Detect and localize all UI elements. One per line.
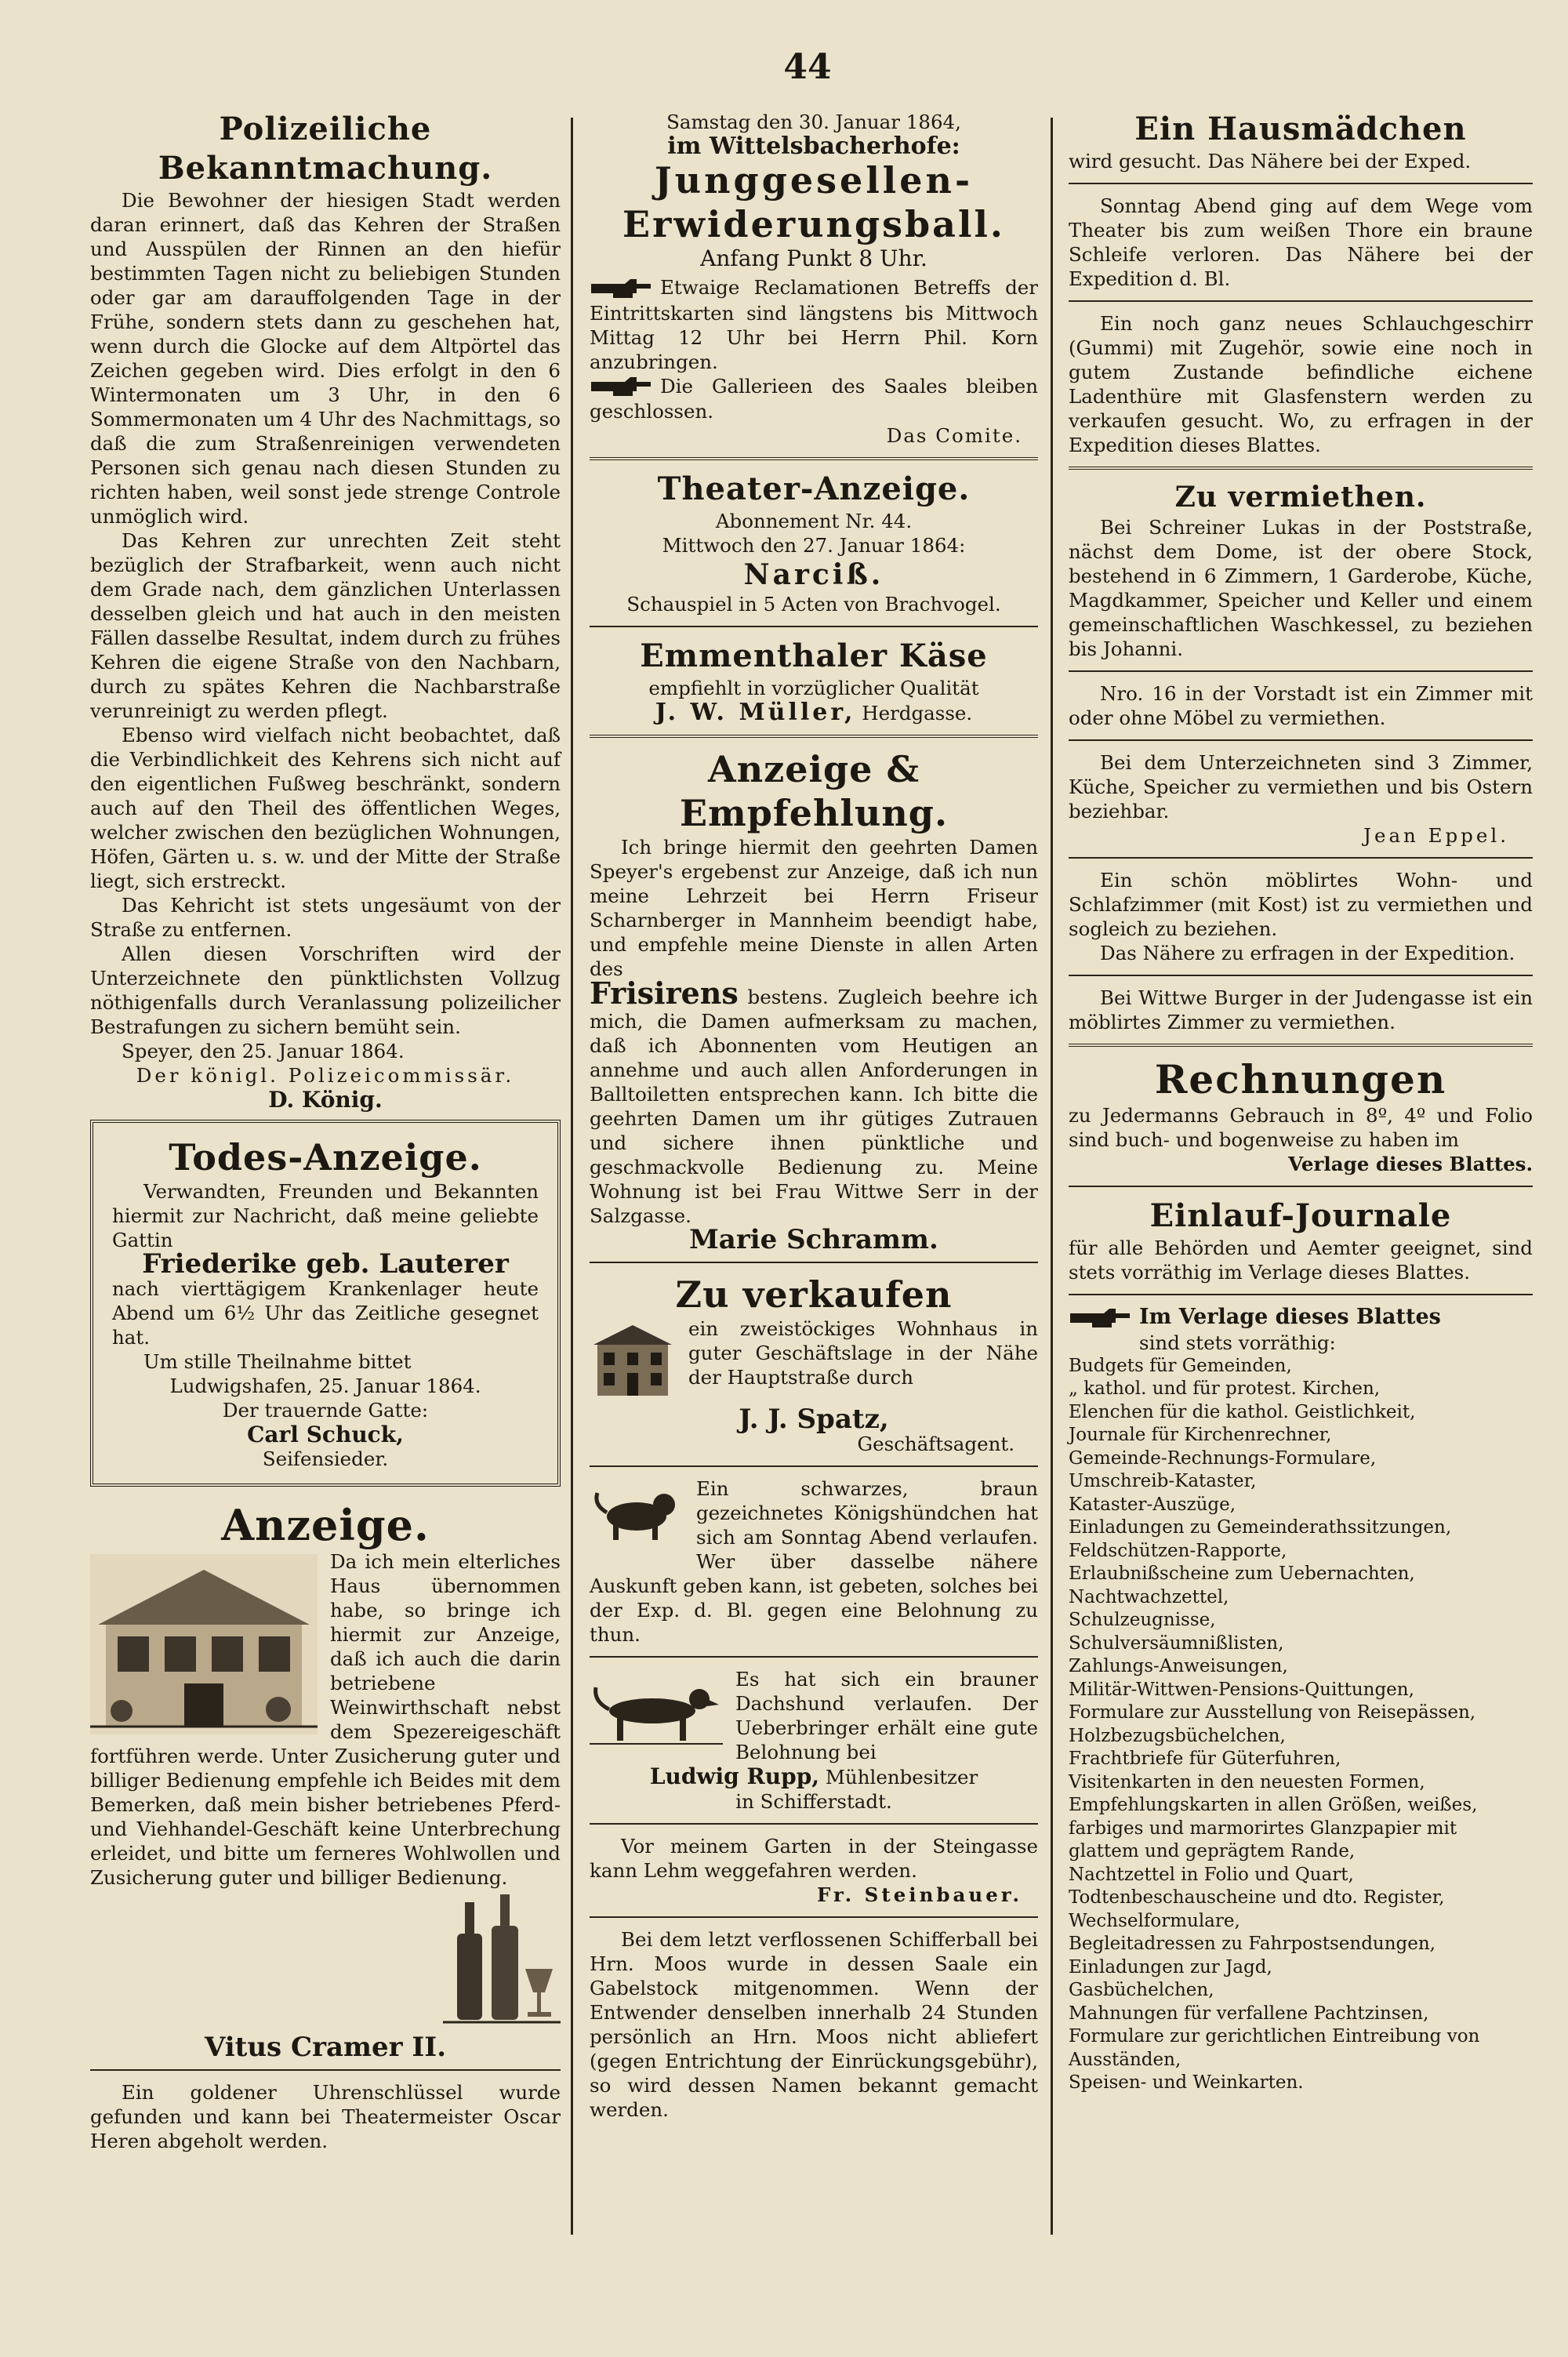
separator xyxy=(90,2069,561,2071)
forms-list-item: Zahlungs-Anweisungen, xyxy=(1069,1656,1288,1676)
forms-list-item: „ kathol. und für protest. Kirchen, xyxy=(1069,1378,1381,1399)
rent-signer: Jean Eppel. xyxy=(1363,824,1509,847)
forms-list-item: Gasbüchelchen, xyxy=(1069,1980,1214,2000)
police-paragraph-3: Ebenso wird vielfach nicht beobachtet, daß die Verbindlichkeit des Kehrens sich nicht auf den eigentlichen Fußweg beschränkt, sondern auch auf den Theil des öffentlichen Weges, welcher zwischen den bezüglichen Wohnungen, Höfen, Gärten u. s. w. und der Mitte der Straße liegt, sich erstreckt. xyxy=(90,724,561,892)
hairdresser-text-1: Ich bringe hiermit den geehrten Damen Speyer's ergebenst zur Anzeige, daß ich nun meine Lehrzeit bei Herrn Friseur Scharnberger in Mannheim beendigt habe, und empfehle meine Dienste in allen Arten des xyxy=(590,836,1038,980)
separator xyxy=(590,457,1038,460)
rent-title: Zu vermiethen. xyxy=(1174,481,1427,514)
hairdresser-notice xyxy=(590,747,1038,1255)
police-paragraph-4: Das Kehricht ist stets ungesäumt von der Straße zu entfernen. xyxy=(90,894,561,941)
police-signer: D. König. xyxy=(268,1087,383,1113)
pointing-hand-icon xyxy=(590,278,652,301)
forms-list-notice xyxy=(1069,1305,1533,2095)
separator xyxy=(1069,739,1533,741)
forms-list-subtitle: sind stets vorräthig: xyxy=(1139,1331,1336,1354)
tavern-engraving xyxy=(90,1554,318,1738)
death-notice-signoff: Der trauernde Gatte: xyxy=(222,1399,429,1422)
journals-title: Einlauf-Journale xyxy=(1149,1197,1452,1234)
forms-list-item: Militär-Wittwen-Pensions-Quittungen, xyxy=(1069,1679,1414,1700)
police-office: Der königl. Polizeicommissär. xyxy=(136,1064,515,1087)
maid-title: Ein Hausmädchen xyxy=(1134,111,1467,147)
house-engraving xyxy=(590,1321,676,1403)
rent-text-4b: Das Nähere zu erfragen in der Expedition. xyxy=(1100,942,1515,964)
house-sale-role: Geschäftsagent. xyxy=(857,1433,1014,1455)
separator xyxy=(590,1916,1038,1918)
column-rule-2 xyxy=(1051,118,1053,2235)
journals-notice xyxy=(1069,1197,1533,1284)
ball-note-1: Etwaige Reclamationen Betreffs der Eintrittskarten sind längstens bis Mittwoch Mittag 12 Uhr bei Herrn Phil. Korn anzubringen. xyxy=(590,276,1038,373)
wine-shop-title: Anzeige. xyxy=(221,1500,430,1550)
maid-text: wird gesucht. Das Nähere bei der Exped. xyxy=(1069,150,1472,173)
lost-puppy-notice xyxy=(590,1476,1038,1647)
forms-list-title: Im Verlage dieses Blattes xyxy=(1139,1305,1441,1329)
wine-shop-signer: Vitus Cramer II. xyxy=(204,2032,447,2063)
house-sale-text: ein zweistöckiges Wohnhaus in guter Geschäftslage in der Nähe der Hauptstraße durch xyxy=(688,1317,1038,1389)
invoices-notice xyxy=(1069,1056,1533,1176)
harness-notice: Ein noch ganz neues Schlauchgeschirr (Gummi) mit Zugehör, sowie eine noch in gutem Zustande befindliche eichene Ladenthüre mit Glasfenstern werden zu verkaufen gesucht. Wo, zu erfragen in der Expedition dieses Blattes. xyxy=(1069,312,1533,456)
forms-list-item: Umschreib-Kataster, xyxy=(1069,1471,1257,1491)
forms-list-item: Holzbezugsbüchelchen, xyxy=(1069,1725,1286,1746)
fork-notice: Bei dem letzt verflossenen Schifferball bei Hrn. Moos wurde in dessen Saale ein Gabelstock mitgenommen. Wenn der Entwender denselben innerhalb 24 Stunden persönlich an Hrn. Moos nicht abliefert (gegen Entrichtung der Einrückungsgebühr), so wird dessen Namen bekannt gemacht werden. xyxy=(590,1928,1038,2121)
forms-list-item: Nachtzettel in Folio und Quart, xyxy=(1069,1864,1354,1885)
bottles-engraving xyxy=(443,1894,561,2031)
forms-list-item: Nachtwachzettel, xyxy=(1069,1586,1229,1607)
lost-dachshund-notice xyxy=(590,1667,1038,1814)
forms-list-item: Empfehlungskarten in allen Größen, weißes, farbiges und marmorirtes Glanzpapier mit glattem und geprägtem Rande, xyxy=(1069,1795,1478,1861)
house-sale-title: Zu verkaufen xyxy=(675,1273,953,1316)
puppy-engraving xyxy=(590,1481,684,1547)
cheese-title: Emmenthaler Käse xyxy=(640,637,988,674)
maid-notice xyxy=(1069,110,1533,173)
forms-list-item: Elenchen für die kathol. Geistlichkeit, xyxy=(1069,1401,1416,1422)
hairdresser-text-2: bestens. Zugleich beehre ich mich, die Damen aufmerksam zu machen, daß ich Abonnenten vom Heutigen an annehme und auch allen Anforderungen in Balltoiletten entsprechen kann. Ich bitte die geehrten Damen um ihr gütiges Zutrauen und sichere ihnen pünktliche und geschmackvolle Bedienung zu. Meine Wohnung ist bei Frau Wittwe Serr in der Salzgasse. xyxy=(590,986,1038,1227)
column-rule-1 xyxy=(571,118,573,2235)
forms-list-item: Formulare zur Ausstellung von Reisepässen, xyxy=(1069,1702,1476,1723)
lost-dachshund-text: Es hat sich ein brauner Dachshund verlaufen. Der Ueberbringer erhält eine gute Belohnung bei xyxy=(735,1668,1038,1763)
forms-list-item: Budgets für Gemeinden, xyxy=(1069,1355,1292,1376)
death-notice-title: Todes-Anzeige. xyxy=(169,1136,482,1178)
theater-line-1: Abonnement Nr. 44. xyxy=(715,510,913,532)
dachshund-place: in Schifferstadt. xyxy=(735,1790,892,1813)
forms-list-item: Einladungen zu Gemeinderathssitzungen, xyxy=(1069,1517,1452,1538)
house-sale-agent: J. J. Spatz, xyxy=(739,1404,889,1435)
forms-list-item: Frachtbriefe für Güterfuhren, xyxy=(1069,1749,1341,1769)
ball-sign: Das Comite. xyxy=(886,424,1022,447)
dachshund-owner-role: Mühlenbesitzer xyxy=(825,1766,978,1789)
cheese-seller: J. W. Müller, xyxy=(655,699,856,726)
house-sale-notice xyxy=(590,1273,1038,1456)
wine-shop-notice xyxy=(90,1500,561,2063)
ball-notice xyxy=(590,110,1038,448)
deceased-name: Friederike geb. Lauterer xyxy=(142,1248,509,1280)
death-notice-text-3: Um stille Theilnahme bittet xyxy=(143,1350,412,1373)
wine-shop-text: Da ich mein elterliches Haus übernommen habe, so bringe ich hiermit zur Anzeige, daß ich auch die darin betriebene Weinwirthschaft nebst dem Spezereigeschäft fortführen werde. Unter Zusicherung guter und billiger Bedienung empfehle ich Beides mit dem Bemerken, daß mein bisher betriebenes Pferd- und Viehhandel-Geschäft keine Unterbrechung erleidet, und bitte um ferneres Wohlwollen und Zusicherung guter und billiger Bedienung. xyxy=(90,1550,561,1889)
invoices-title: Rechnungen xyxy=(1154,1056,1447,1102)
column-2 xyxy=(590,110,1038,2122)
forms-list-item: Formulare zur gerichtlichen Eintreibung von Ausständen, xyxy=(1069,2026,1480,2070)
invoices-text: zu Jedermanns Gebrauch in 8º, 4º und Folio sind buch- und bogenweise zu haben im xyxy=(1069,1104,1533,1151)
theater-play: Narciß. xyxy=(743,558,884,591)
forms-list-item: Kataster-Auszüge, xyxy=(1069,1494,1236,1515)
death-notice-trade: Seifensieder. xyxy=(262,1447,389,1470)
separator xyxy=(1069,1294,1533,1295)
death-notice-date: Ludwigshafen, 25. Januar 1864. xyxy=(169,1375,481,1397)
police-paragraph-5: Allen diesen Vorschriften wird der Unterzeichnete den pünktlichsten Vollzug nöthigenfalls durch Veranlassung polizeilicher Bestrafungen zu sichern bemüht sein. xyxy=(90,942,561,1038)
separator xyxy=(590,1262,1038,1263)
ball-date: Samstag den 30. Januar 1864, xyxy=(666,111,961,133)
column-1 xyxy=(90,110,561,2153)
forms-list-item: Visitenkarten in den neuesten Formen, xyxy=(1069,1771,1425,1792)
death-notice xyxy=(90,1120,561,1487)
separator xyxy=(590,626,1038,627)
hairdresser-big-word: Frisirens xyxy=(590,975,739,1011)
separator xyxy=(590,1465,1038,1467)
dachshund-engraving xyxy=(590,1672,723,1753)
cheese-text: empfiehlt in vorzüglicher Qualität xyxy=(648,677,979,699)
journals-text: für alle Behörden und Aemter geeignet, sind stets vorräthig im Verlage dieses Blattes. xyxy=(1069,1237,1533,1284)
column-3 xyxy=(1069,110,1533,2095)
separator xyxy=(1069,670,1533,672)
pointing-hand-icon xyxy=(590,376,652,399)
cheese-notice xyxy=(590,637,1038,725)
ball-place: im Wittelsbacherhofe: xyxy=(667,133,960,160)
police-paragraph-1: Die Bewohner der hiesigen Stadt werden daran erinnert, daß das Kehren der Straßen und Ausspülen der Rinnen an den hiefür bestimmten Tagen nicht zu beliebigen Stunden oder gar am darauffolgenden Tage in der Frühe, sondern stets dann zu geschehen hat, wenn durch die Glocke auf dem Altpörtel das Zeichen gegeben wird. Dies erfolgt in den 6 Wintermonaten um 3 Uhr, in den 6 Sommermonaten um 4 Uhr des Nachmittags, so daß die zum Straßenreinigen verwendeten Personen sich genau nach diesen Stunden zu richten haben, weil sonst jede strenge Controle unmöglich wird. xyxy=(90,189,561,528)
police-notice xyxy=(90,110,561,1112)
page-number: 44 xyxy=(783,47,832,87)
lost-key-notice: Ein goldener Uhrenschlüssel wurde gefunden und kann bei Theatermeister Oscar Heren abgeholt werden. xyxy=(90,2081,561,2152)
forms-list-item: Feldschützen-Rapporte, xyxy=(1069,1540,1287,1561)
theater-line-2: Mittwoch den 27. Januar 1864: xyxy=(662,534,966,557)
theater-notice xyxy=(590,470,1038,616)
hairdresser-signer: Marie Schramm. xyxy=(689,1224,938,1255)
separator xyxy=(590,1823,1038,1825)
theater-line-3: Schauspiel in 5 Acten von Brachvogel. xyxy=(626,593,1001,616)
rent-text-1: Bei Schreiner Lukas in der Poststraße, nächst dem Dome, ist der obere Stock, bestehend in 6 Zimmern, 1 Garderobe, Küche, Magdkammer, Speicher und Keller und einem gemeinschaftlichen Waschkessel, zu beziehen bis Johanni. xyxy=(1069,516,1533,660)
death-notice-text: Verwandten, Freunden und Bekannten hiermit zur Nachricht, daß meine geliebte Gattin xyxy=(112,1180,539,1251)
forms-list-item: Todtenbeschauscheine und dto. Register, xyxy=(1069,1887,1445,1908)
rent-notices xyxy=(1069,479,1533,1034)
separator xyxy=(1069,1186,1533,1187)
clay-text: Vor meinem Garten in der Steingasse kann Lehm weggefahren werden. xyxy=(590,1835,1038,1882)
theater-title: Theater-Anzeige. xyxy=(657,470,971,507)
separator xyxy=(590,735,1038,738)
forms-list xyxy=(1069,1355,1533,2095)
rent-text-4: Ein schön möblirtes Wohn- und Schlafzimmer (mit Kost) ist zu vermiethen und sogleich zu beziehen. xyxy=(1069,869,1533,940)
separator xyxy=(590,1656,1038,1658)
separator xyxy=(1069,467,1533,470)
ball-note-2: Die Gallerieen des Saales bleiben geschlossen. xyxy=(590,374,1038,423)
clay-signer: Fr. Steinbauer. xyxy=(817,1883,1022,1906)
ball-start: Anfang Punkt 8 Uhr. xyxy=(700,245,927,271)
cheese-street: Herdgasse. xyxy=(862,702,973,725)
police-notice-title: Polizeiliche Bekanntmachung. xyxy=(158,111,493,187)
forms-list-item: Speisen- und Weinkarten. xyxy=(1069,2072,1304,2093)
forms-list-item: Begleitadressen zu Fahrpostsendungen, xyxy=(1069,1934,1436,1954)
forms-list-item: Einladungen zur Jagd, xyxy=(1069,1956,1272,1977)
separator xyxy=(1069,857,1533,859)
separator xyxy=(1069,183,1533,184)
pointing-hand-icon xyxy=(1069,1307,1131,1331)
invoices-publisher: Verlage dieses Blattes. xyxy=(1288,1153,1533,1175)
rent-text-2: Nro. 16 in der Vorstadt ist ein Zimmer mit oder ohne Möbel zu vermiethen. xyxy=(1069,682,1533,729)
forms-list-item: Gemeinde-Rechnungs-Formulare, xyxy=(1069,1447,1377,1469)
death-notice-text-2: nach vierttägigem Krankenlager heute Abend um 6½ Uhr das Zeitliche gesegnet hat. xyxy=(112,1277,539,1349)
forms-list-item: Wechselformulare, xyxy=(1069,1910,1240,1931)
separator xyxy=(1069,300,1533,302)
police-paragraph-2: Das Kehren zur unrechten Zeit steht bezüglich der Strafbarkeit, wenn auch nicht dem Grade nach, dem gänzlichen Unterlassen desselben gleich und hat auch in den meisten Fällen dasselbe Resultat, indem durch zu frühes Kehren die eigene Straße von den Nachbarn, durch zu spätes Kehren die Nachbarstraße verunreinigt zu werden pflegt. xyxy=(90,529,561,722)
ball-title-2: Erwiderungsball. xyxy=(622,203,1005,245)
separator xyxy=(1069,1044,1533,1047)
rent-text-3: Bei dem Unterzeichneten sind 3 Zimmer, Küche, Speicher zu vermiethen und bis Ostern beziehbar. xyxy=(1069,751,1533,823)
lost-puppy-text: Ein schwarzes, braun gezeichnetes Königshündchen hat sich am Sonntag Abend verlaufen. Wer über dasselbe nähere Auskunft geben kann, ist gebeten, solches bei der Exp. d. Bl. gegen eine Belohnung zu thun. xyxy=(590,1477,1038,1646)
hairdresser-title: Anzeige & Empfehlung. xyxy=(680,748,948,834)
lost-bow-notice: Sonntag Abend ging auf dem Wege vom Theater bis zum weißen Thore ein braune Schleife verloren. Das Nähere bei der Expedition d. Bl. xyxy=(1069,194,1533,290)
forms-list-item: Schulversäumnißlisten, xyxy=(1069,1632,1284,1654)
rent-text-5: Bei Wittwe Burger in der Judengasse ist ein möblirtes Zimmer zu vermiethen. xyxy=(1069,986,1533,1033)
dachshund-owner: Ludwig Rupp, xyxy=(649,1763,820,1789)
forms-list-item: Schulzeugnisse, xyxy=(1069,1610,1216,1630)
clay-notice xyxy=(590,1834,1038,1907)
separator xyxy=(1069,975,1533,976)
forms-list-item: Mahnungen für verfallene Pachtzinsen, xyxy=(1069,2003,1429,2024)
death-notice-signer: Carl Schuck, xyxy=(247,1422,404,1447)
police-date: Speyer, den 25. Januar 1864. xyxy=(122,1040,405,1062)
forms-list-item: Journale für Kirchenrechner, xyxy=(1069,1425,1332,1445)
forms-list-item: Erlaubnißscheine zum Uebernachten, xyxy=(1069,1563,1415,1584)
ball-title-1: Junggesellen- xyxy=(654,159,974,202)
